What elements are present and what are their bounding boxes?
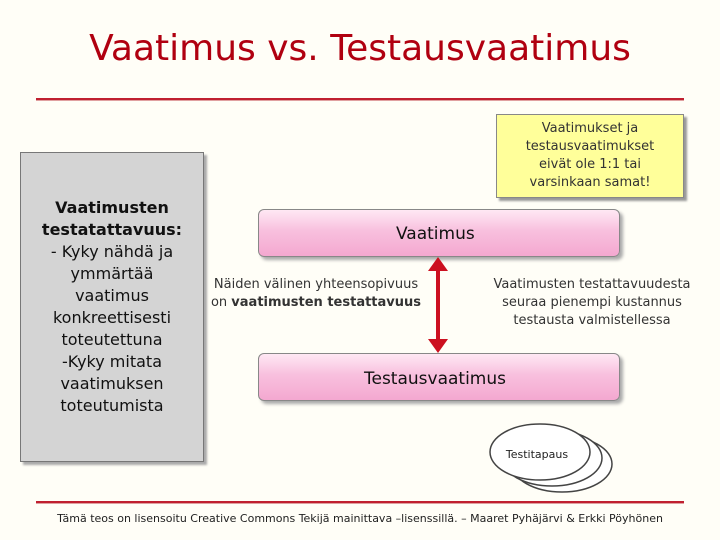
definition-line: vaatimus	[75, 286, 149, 305]
definition-heading-line: Vaatimusten	[55, 198, 169, 217]
bottom-divider	[36, 501, 684, 504]
license-footer: Tämä teos on lisensoitu Creative Commons Tekijä mainittava –lisenssillä. – Maaret Pyhäjärvi & Erkki Pöyhönen	[57, 512, 663, 525]
definition-heading	[24, 197, 200, 241]
consequence-text	[478, 276, 706, 330]
test-requirement-label: Testausvaatimus	[364, 369, 507, 389]
definition-line: -Kyky mitata	[61, 352, 162, 371]
note-line: varsinkaan samat!	[529, 175, 651, 190]
relation-prefix: on	[210, 295, 232, 310]
slide-title: Vaatimus vs. Testausvaatimus	[89, 28, 631, 69]
top-divider	[36, 98, 684, 101]
relation-line-1: Näiden välinen yhteensopivuus	[213, 277, 419, 292]
consequence-line: seuraa pienempi kustannus	[502, 295, 682, 310]
note-line: testausvaatimukset	[525, 139, 655, 154]
consequence-line: Vaatimusten testattavuudesta	[493, 277, 691, 292]
definition-heading-line: testatattavuus:	[41, 220, 183, 239]
test-requirement-box	[258, 353, 620, 401]
definition-line: vaatimuksen	[60, 374, 164, 393]
relation-line-2	[205, 294, 427, 312]
double-arrow-icon	[425, 255, 451, 355]
note-line: Vaatimukset ja	[541, 121, 639, 136]
definition-box	[20, 152, 204, 462]
consequence-line: testausta valmistellessa	[513, 313, 671, 328]
test-case-label: Testitapaus	[505, 448, 569, 461]
requirement-box	[258, 209, 620, 257]
definition-line: toteutettuna	[61, 330, 163, 349]
requirement-label: Vaatimus	[396, 224, 475, 244]
definition-line: - Kyky nähdä ja	[50, 242, 174, 261]
relation-term: vaatimusten testattavuus	[231, 295, 422, 310]
relation-text	[205, 276, 427, 312]
definition-line: toteutumista	[60, 396, 164, 415]
note-line: eivät ole 1:1 tai	[539, 157, 641, 172]
definition-line: konkreettisesti	[52, 308, 172, 327]
sticky-note	[496, 114, 684, 198]
definition-line: ymmärtää	[70, 264, 154, 283]
